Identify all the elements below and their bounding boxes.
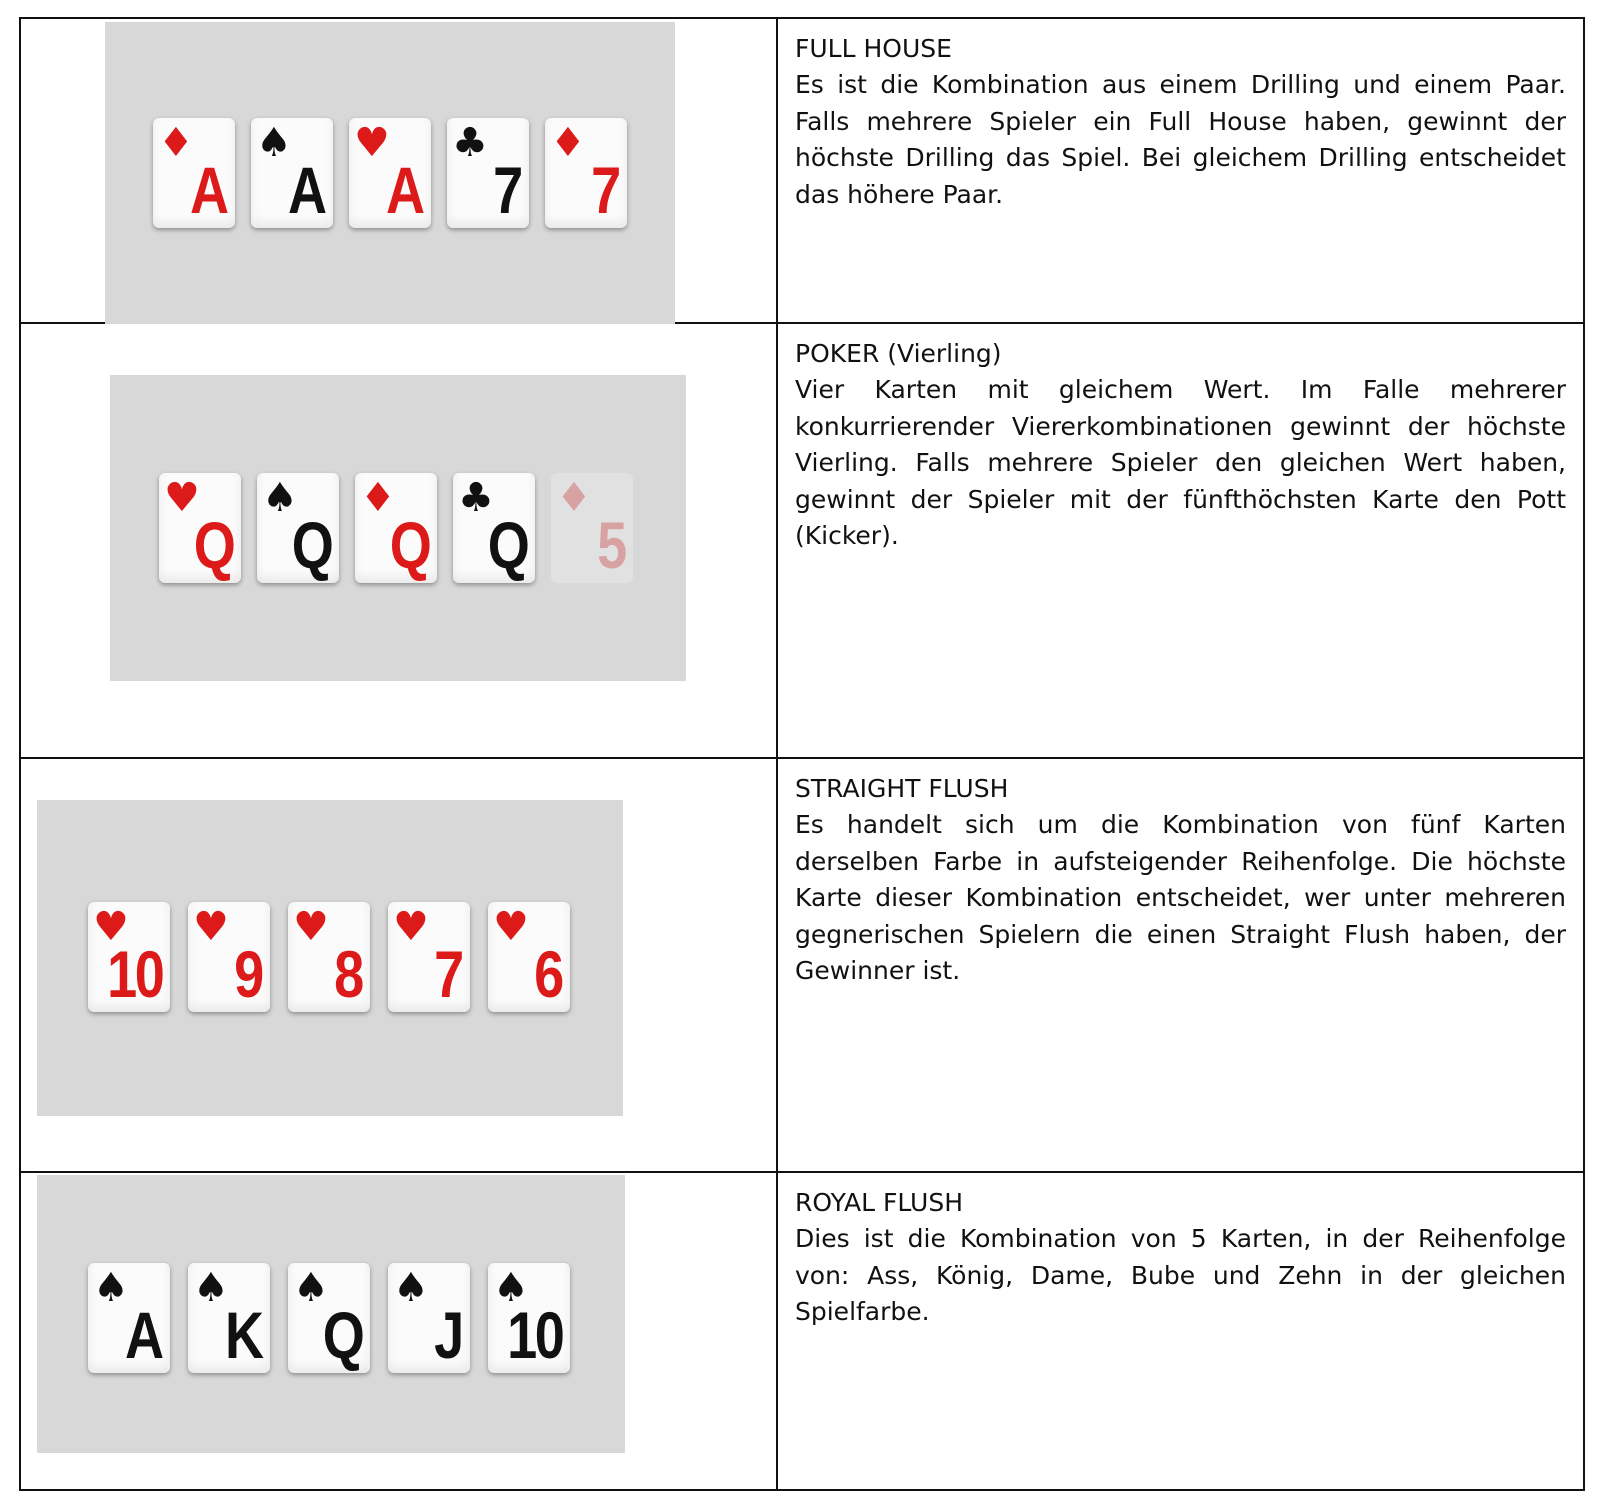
playing-card [551, 473, 633, 583]
table-row [20, 323, 1584, 758]
hand-title: FULL HOUSE [795, 34, 952, 63]
hand-image-cell [20, 18, 777, 323]
heart-icon: ♥ [193, 904, 229, 950]
playing-card [355, 473, 437, 583]
diamond-icon: ♦ [158, 120, 194, 166]
card-rank: 9 [234, 937, 262, 1011]
playing-card [453, 473, 535, 583]
card-rank: K [225, 1298, 262, 1372]
playing-card [159, 473, 241, 583]
card-rank: Q [291, 508, 331, 582]
hand-description: Es ist die Kombination aus einem Drilling und einem Paar. Falls mehrere Spieler ein Full House haben, gewinnt der höchste Drilling das Spiel. Bei gleichem Drilling entscheidet das höhere Paar. [795, 70, 1566, 209]
card-rank: 10 [506, 1298, 562, 1372]
card-hand [159, 473, 633, 583]
spade-icon: ♠ [256, 120, 292, 166]
spade-icon: ♠ [93, 1265, 129, 1311]
spade-icon: ♠ [262, 475, 298, 521]
hand-image-cell [20, 1172, 777, 1490]
playing-card [447, 118, 529, 228]
card-rank: A [190, 153, 227, 227]
playing-card [257, 473, 339, 583]
hand-description-cell [777, 758, 1584, 1172]
card-rank: A [386, 153, 423, 227]
playing-card [388, 902, 470, 1012]
playing-card [188, 902, 270, 1012]
heart-icon: ♥ [354, 120, 390, 166]
card-rank: Q [487, 508, 527, 582]
card-rank: 8 [334, 937, 362, 1011]
playing-card [288, 1263, 370, 1373]
hand-rankings-table [19, 17, 1585, 1491]
card-rank: J [434, 1298, 462, 1372]
playing-card [349, 118, 431, 228]
card-hand [88, 1263, 570, 1373]
card-rank: Q [322, 1298, 362, 1372]
hand-title: POKER (Vierling) [795, 339, 1002, 368]
card-hand [153, 118, 627, 228]
card-image-panel [37, 800, 623, 1116]
card-image-panel [110, 375, 686, 681]
playing-card [545, 118, 627, 228]
club-icon: ♣ [452, 120, 488, 166]
playing-card [488, 1263, 570, 1373]
card-rank: 7 [493, 153, 521, 227]
playing-card [251, 118, 333, 228]
hand-description: Vier Karten mit gleichem Wert. Im Falle mehrerer konkurrierender Viererkombinationen gewinnt der höchste Vierling. Falls mehrere Spieler den gleichen Wert haben, gewinnt der Spieler mit der fünfthöchsten Karte den Pott (Kicker). [795, 375, 1566, 550]
hand-description-cell [777, 323, 1584, 758]
playing-card [488, 902, 570, 1012]
hand-description: Dies ist die Kombination von 5 Karten, in der Reihenfolge von: Ass, König, Dame, Bube und Zehn in der gleichen Spielfarbe. [795, 1224, 1566, 1326]
card-image-panel [105, 22, 675, 324]
playing-card [188, 1263, 270, 1373]
playing-card [153, 118, 235, 228]
club-icon: ♣ [458, 475, 494, 521]
heart-icon: ♥ [293, 904, 329, 950]
table-row [20, 758, 1584, 1172]
card-rank: Q [389, 508, 429, 582]
hand-description-cell [777, 18, 1584, 323]
diamond-icon: ♦ [360, 475, 396, 521]
table-row [20, 1172, 1584, 1490]
hand-image-cell [20, 758, 777, 1172]
playing-card [388, 1263, 470, 1373]
diamond-icon: ♦ [556, 475, 592, 521]
spade-icon: ♠ [193, 1265, 229, 1311]
heart-icon: ♥ [493, 904, 529, 950]
card-rank: 5 [597, 508, 625, 582]
card-rank: 6 [534, 937, 562, 1011]
card-rank: 10 [106, 937, 162, 1011]
spade-icon: ♠ [393, 1265, 429, 1311]
spade-icon: ♠ [293, 1265, 329, 1311]
spade-icon: ♠ [493, 1265, 529, 1311]
card-hand [88, 902, 570, 1012]
hand-image-cell [20, 323, 777, 758]
playing-card [88, 1263, 170, 1373]
heart-icon: ♥ [164, 475, 200, 521]
table-row [20, 18, 1584, 323]
card-rank: A [288, 153, 325, 227]
card-image-panel [37, 1175, 625, 1453]
hand-title: ROYAL FLUSH [795, 1188, 964, 1217]
heart-icon: ♥ [393, 904, 429, 950]
hand-description: Es handelt sich um die Kombination von fünf Karten derselben Farbe in aufsteigender Reihenfolge. Die höchste Karte dieser Kombination entscheidet, wer unter mehreren gegnerischen Spielern die einen Straight Flush haben, der Gewinner ist. [795, 810, 1566, 985]
playing-card [288, 902, 370, 1012]
card-rank: Q [193, 508, 233, 582]
playing-card [88, 902, 170, 1012]
diamond-icon: ♦ [550, 120, 586, 166]
hand-description-cell [777, 1172, 1584, 1490]
card-rank: 7 [434, 937, 462, 1011]
heart-icon: ♥ [93, 904, 129, 950]
hand-title: STRAIGHT FLUSH [795, 774, 1009, 803]
card-rank: 7 [591, 153, 619, 227]
card-rank: A [125, 1298, 162, 1372]
